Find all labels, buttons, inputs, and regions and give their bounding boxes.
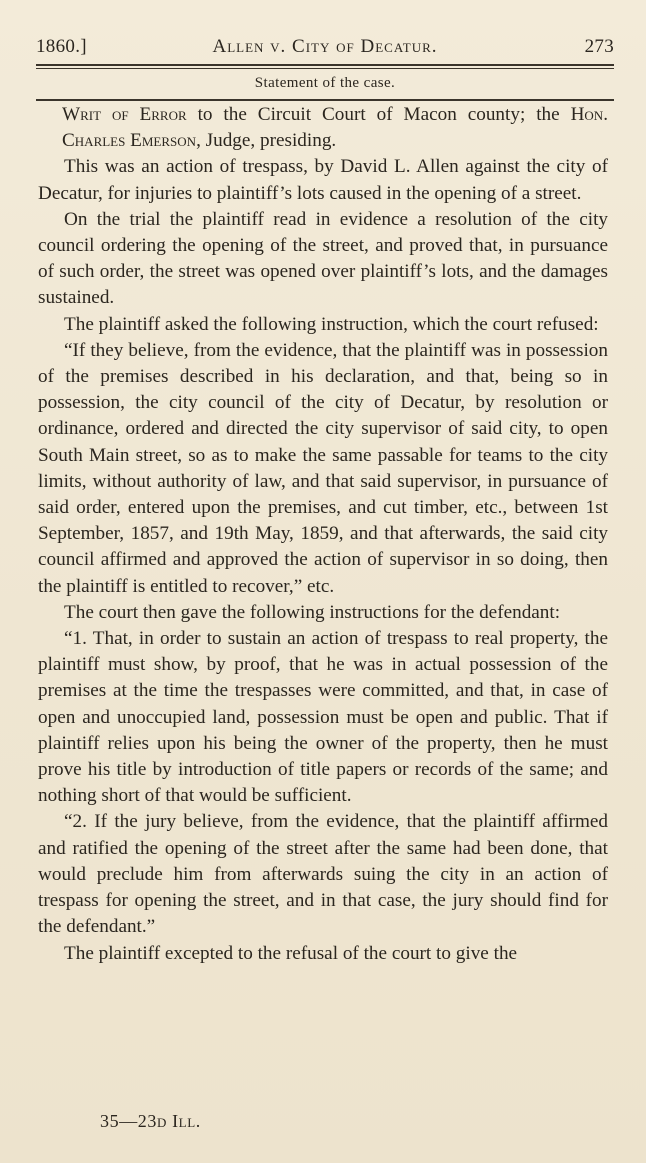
subheading-rule	[36, 99, 614, 101]
writ-of-error-heading: Writ of Error	[62, 104, 187, 125]
signature-mark	[100, 1111, 201, 1132]
body-text	[38, 102, 608, 967]
judge-name: Hon. Charles Emerson	[62, 104, 608, 152]
paragraph-instruction-2: “2. If the jury believe, from the evidence, that the plaintiff affirmed and ratified the opening of the street after the same had been done, that would preclude him from afterwards suing the city in an action of trespass for opening the street, and in that case, the jury should find for the defendant.”	[38, 811, 608, 938]
header-year: 1860.]	[36, 36, 87, 57]
header-running-title: Allen v. City of Decatur.	[212, 36, 438, 57]
paragraph-action-of-trespass: This was an action of trespass, by David L. Allen against the city of Decatur, for injuries to plaintiff’s lots caused in the opening of a street.	[38, 156, 608, 204]
signature-text: 35—23d Ill.	[100, 1111, 201, 1131]
writ-court-text: to the Circuit Court of Macon county; the	[186, 104, 571, 125]
running-header	[36, 36, 614, 64]
statement-subheading: Statement of the case.	[254, 75, 396, 91]
page-number: 273	[584, 36, 614, 57]
paragraph-exception: The plaintiff excepted to the refusal of the court to give the	[64, 942, 518, 964]
header-rule-top	[36, 64, 614, 66]
paragraph-instruction-1: “1. That, in order to sustain an action of trespass to real property, the plaintiff must show, by proof, that he was in actual possession of the premises at the time the trespasses were committed, and that, in case of open and unoccupied land, possession must be open and public. That if plaintiff relies upon his being the owner of the property, then he must prove his title by introduction of title papers or records of the same; and nothing short of that would be sufficient.	[38, 628, 608, 807]
paragraph-defendant-instructions-intro: The court then gave the following instructions for the defendant:	[64, 601, 561, 623]
paragraph-writ-of-error	[38, 102, 608, 154]
header-rule-bottom	[36, 68, 614, 69]
paragraph-refused-instruction-intro: The plaintiff asked the following instruction, which the court refused:	[64, 313, 599, 335]
paragraph-trial-evidence: On the trial the plaintiff read in evidence a resolution of the city council ordering the opening of the street, and proved that, in pursuance of such order, the street was opened over plaintiff’s lots, and the damages sustained.	[38, 208, 608, 309]
judge-presiding-text: , Judge, presiding.	[196, 130, 337, 152]
paragraph-refused-instruction: “If they believe, from the evidence, that the plaintiff was in possession of the premises described in his declaration, and that, being so in possession, the city council of the city of Decatur, by resolution or ordinance, ordered and directed the city supervisor of said city, to open South Main street, so as to make the same passable for teams to the city limits, without authority of law, and that said supervisor, in pursuance of said order, entered upon the premises, and cut timber, etc., between 1st September, 1857, and 19th May, 1859, and that afterwards, the said city council affirmed and approved the action of supervisor in so doing, then the plaintiff is entitled to recover,” etc.	[38, 339, 608, 597]
